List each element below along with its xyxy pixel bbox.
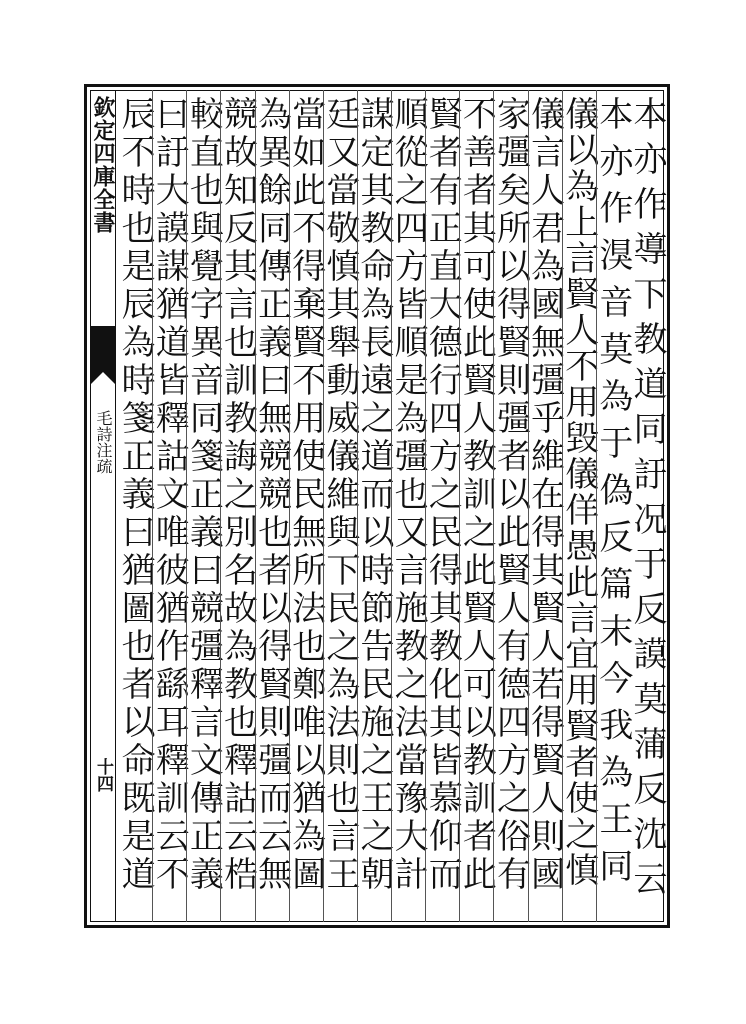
- text-column-9: 謀定其教命為長遠之道而以時節告民施之王之朝: [353, 96, 394, 894]
- text-column-13: 競故知反其言也訓教誨之別名故為教也釋詁云梏: [217, 96, 258, 894]
- fishtail-mark: [91, 326, 115, 372]
- column-rule: [220, 90, 221, 922]
- text-column-2: 本亦作湨音莫為于偽反篇末今我為王同: [592, 96, 633, 895]
- text-column-11: 當如此不得棄賢不用使民無所法也鄭唯以猶為圖: [285, 96, 326, 894]
- text-column-15: 曰訏大謨謀猶道皆釋詁文唯彼猶作繇耳釋訓云不: [149, 96, 190, 894]
- column-rule: [255, 90, 256, 922]
- text-column-7: 賢者有正直大德行四方之民得其教化其皆慕仰而: [422, 96, 463, 894]
- text-column-3: 儀以為上言賢人不用毀儀佯愚此言宜用賢者使之慎: [558, 96, 599, 888]
- book-title: 毛詩注疏: [94, 410, 113, 474]
- column-rule: [323, 90, 324, 922]
- text-column-16: 辰不時也是辰為時箋正義曰猶圖也者以命既是道: [115, 96, 156, 894]
- text-column-1: 本亦作導下教道同訏况于反謨莫蒲反沈云: [626, 96, 667, 906]
- column-rule: [596, 90, 597, 922]
- text-column-12: 為異餘同傳正義曰無競競也者以得賢則彊而云無: [251, 96, 292, 894]
- column-rule: [425, 90, 426, 922]
- column-rule: [528, 90, 529, 922]
- text-column-8: 順從之四方皆順是為彊也又言施教之法當豫大計: [388, 96, 429, 894]
- column-rule: [289, 90, 290, 922]
- column-rule: [459, 90, 460, 922]
- column-rule: [391, 90, 392, 922]
- column-rule: [186, 90, 187, 922]
- text-column-14: 較直也與覺字異音同箋正義曰競彊釋言文傳正義: [183, 96, 224, 894]
- text-column-6: 不善者其可使此賢人教訓之此賢人可以教訓者此: [456, 96, 497, 894]
- text-column-4: 儀言人君為國無彊乎維在得其賢人若得賢人則國: [524, 96, 565, 894]
- column-rule: [562, 90, 563, 922]
- leaf-number: 十四: [93, 758, 113, 792]
- edition-title: 欽定四庫全書: [90, 96, 116, 234]
- column-rule: [493, 90, 494, 922]
- text-column-10: 廷又當敬慎其舉動威儀維與下民之為法則也言王: [319, 96, 360, 894]
- column-rule: [357, 90, 358, 922]
- column-rule: [152, 90, 153, 922]
- text-column-5: 家彊矣所以得賢則彊者以此賢人有德四方之俗有: [490, 96, 531, 894]
